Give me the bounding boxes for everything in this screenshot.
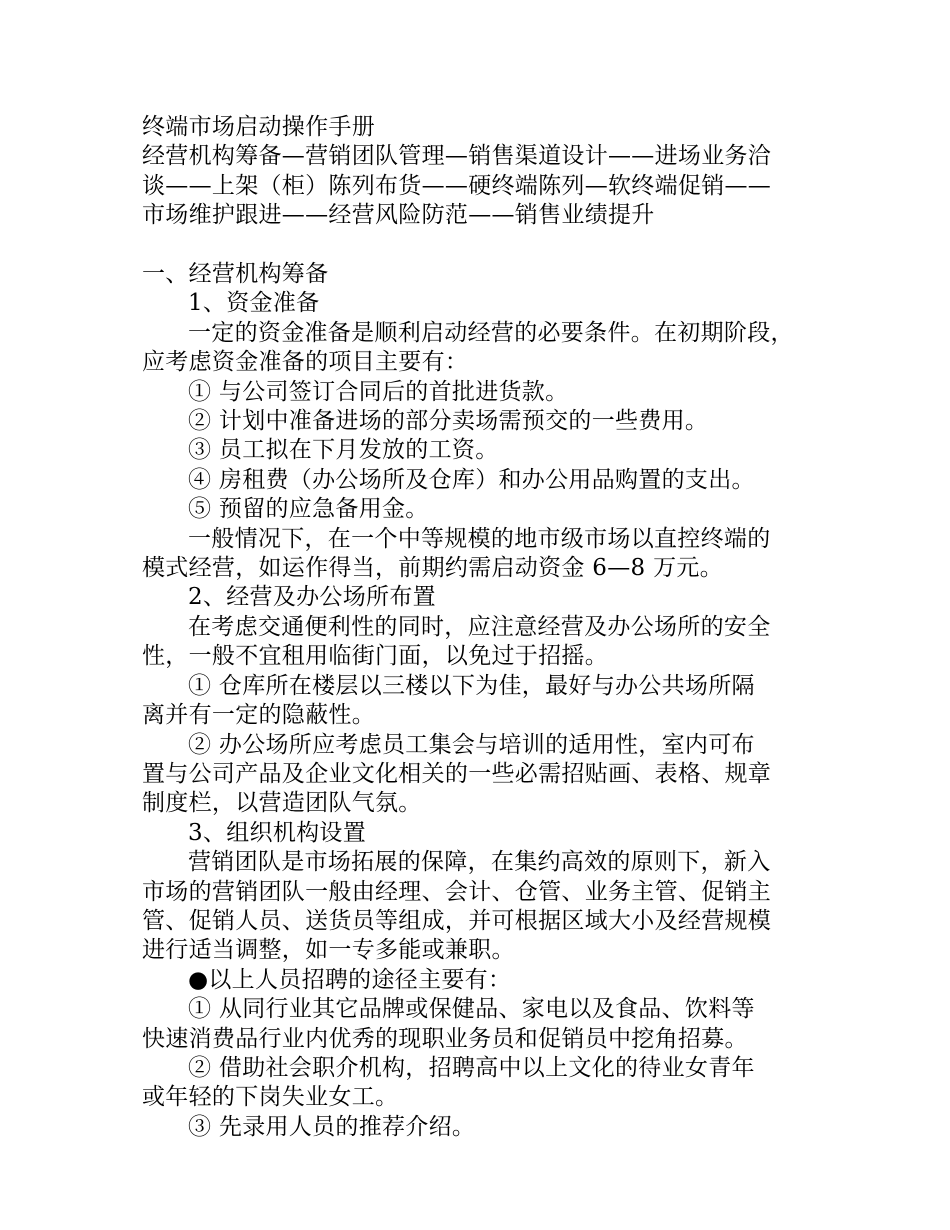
paragraph-line: 性，一般不宜租用临街门面，以免过于招摇。 bbox=[142, 643, 608, 670]
document-page bbox=[142, 113, 818, 1142]
paragraph-line: 应考虑资金准备的项目主要有： bbox=[142, 349, 469, 376]
list-item-continuation: 离并有一定的隐蔽性。 bbox=[142, 702, 375, 729]
list-item: ① 从同行业其它品牌或保健品、家电以及食品、饮料等 bbox=[188, 996, 755, 1023]
subtitle-line: 市场维护跟进——经营风险防范——销售业绩提升 bbox=[142, 202, 655, 229]
paragraph-line: 一定的资金准备是顺利启动经营的必要条件。在初期阶段， bbox=[188, 319, 794, 346]
list-item: ② 借助社会职介机构，招聘高中以上文化的待业女青年 bbox=[188, 1054, 755, 1081]
list-item-continuation: 置与公司产品及企业文化相关的一些必需招贴画、表格、规章 bbox=[142, 760, 772, 787]
bullet-heading: ●以上人员招聘的途径主要有： bbox=[188, 966, 512, 993]
subsection-heading-funds: 1、资金准备 bbox=[188, 290, 320, 317]
section-heading: 一、经营机构筹备 bbox=[142, 261, 329, 288]
subsection-heading-organization: 3、组织机构设置 bbox=[188, 819, 367, 846]
document-title: 终端市场启动操作手册 bbox=[142, 114, 375, 140]
subsection-heading-office: 2、经营及办公场所布置 bbox=[188, 584, 436, 611]
list-item: ① 仓库所在楼层以三楼以下为佳，最好与办公共场所隔 bbox=[188, 672, 755, 699]
paragraph-line: 市场的营销团队一般由经理、会计、仓管、业务主管、促销主 bbox=[142, 878, 772, 905]
list-item: ③ 先录用人员的推荐介绍。 bbox=[188, 1113, 476, 1140]
paragraph-line: 进行适当调整，如一专多能或兼职。 bbox=[142, 937, 515, 964]
list-item-continuation: 制度栏，以营造团队气氛。 bbox=[142, 790, 422, 817]
list-item: ③ 员工拟在下月发放的工资。 bbox=[188, 437, 499, 464]
blank-line bbox=[142, 231, 818, 260]
paragraph-line: 一般情况下，在一个中等规模的地市级市场以直控终端的 bbox=[188, 525, 771, 552]
paragraph-line: 营销团队是市场拓展的保障，在集约高效的原则下，新入 bbox=[188, 849, 771, 876]
paragraph-line: 管、促销人员、送货员等组成，并可根据区域大小及经营规模 bbox=[142, 907, 772, 934]
list-item: ⑤ 预留的应急备用金。 bbox=[188, 496, 429, 523]
paragraph-line: 模式经营，如运作得当，前期约需启动资金 6—8 万元。 bbox=[142, 555, 723, 582]
list-item: ② 办公场所应考虑员工集会与培训的适用性，室内可布 bbox=[188, 731, 755, 758]
list-item-continuation: 或年轻的下岗失业女工。 bbox=[142, 1084, 399, 1111]
paragraph-line: 在考虑交通便利性的同时，应注意经营及办公场所的安全 bbox=[188, 613, 771, 640]
subtitle-line: 经营机构筹备—营销团队管理—销售渠道设计——进场业务洽 bbox=[142, 143, 772, 170]
list-item: ④ 房租费（办公场所及仓库）和办公用品购置的支出。 bbox=[188, 466, 755, 493]
list-item: ② 计划中准备进场的部分卖场需预交的一些费用。 bbox=[188, 408, 709, 435]
subtitle-line: 谈——上架（柜）陈列布货——硬终端陈列—软终端促销—— bbox=[142, 172, 772, 199]
list-item: ① 与公司签订合同后的首批进货款。 bbox=[188, 378, 569, 405]
list-item-continuation: 快速消费品行业内优秀的现职业务员和促销员中挖角招募。 bbox=[142, 1025, 748, 1052]
